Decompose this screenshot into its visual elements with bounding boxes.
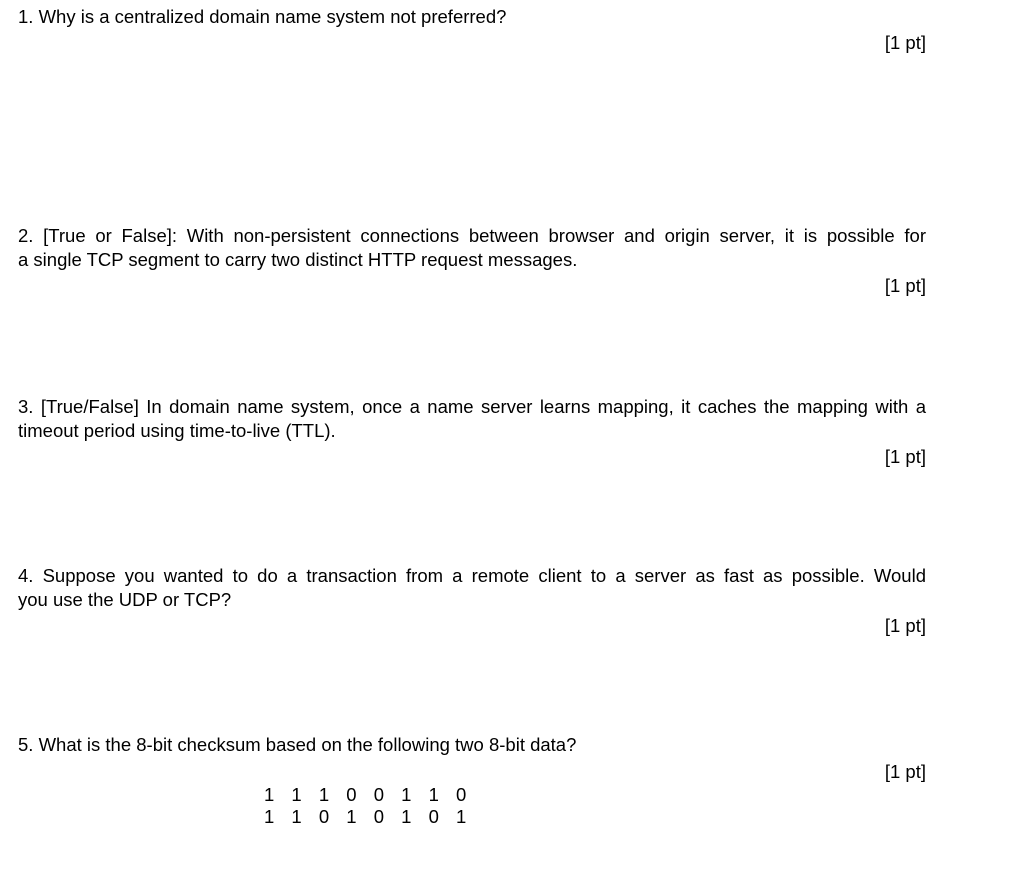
question-4-points: [1 pt] [884,615,926,636]
question-5-text: 5. What is the 8-bit checksum based on the following two 8-bit data? [18,734,577,755]
question-5-data-row-1: 1 1 1 0 0 1 1 0 [264,784,473,805]
question-1-text: 1. Why is a centralized domain name system not preferred? [18,6,507,27]
question-4-text-line-2: you use the UDP or TCP? [18,589,232,610]
question-2-text-line-1: 2. [True or False]: With non-persistent connections between browser and origin server, it is possible for [18,225,926,246]
question-2-points: [1 pt] [884,275,926,296]
question-5-data-row-2: 1 1 0 1 0 1 0 1 [264,806,473,827]
question-3-text-line-2: timeout period using time-to-live (TTL). [18,420,336,441]
question-3-text-line-1: 3. [True/False] In domain name system, once a name server learns mapping, it caches the mapping with a [18,396,926,417]
question-1-points: [1 pt] [884,32,926,53]
question-2-text-line-2: a single TCP segment to carry two distinct HTTP request messages. [18,249,578,270]
question-5-points: [1 pt] [884,761,926,782]
question-4-text-line-1: 4. Suppose you wanted to do a transaction from a remote client to a server as fast as possible. Would [18,565,926,586]
question-3-points: [1 pt] [884,446,926,467]
